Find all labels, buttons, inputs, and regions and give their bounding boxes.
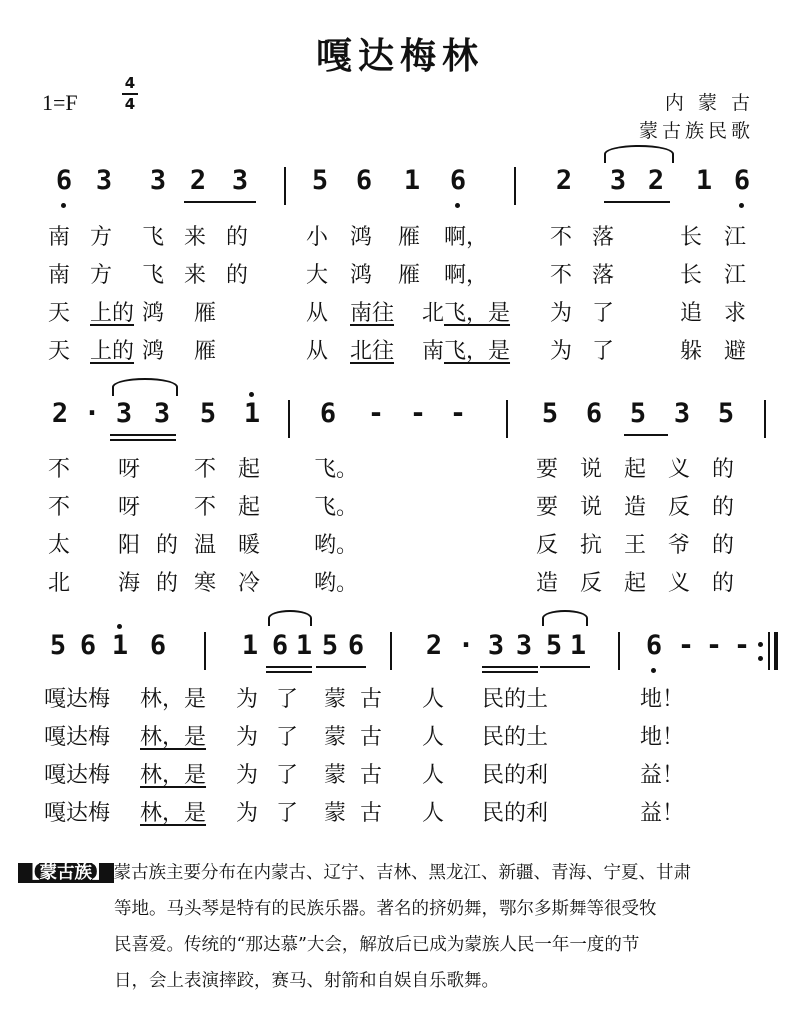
lyric-char: 要	[536, 495, 559, 520]
repeat-dot	[758, 656, 763, 661]
note: 5	[545, 630, 563, 661]
slur	[112, 378, 178, 396]
note: 1	[111, 630, 129, 661]
note: 3	[115, 398, 133, 429]
lyric-char: 鸿	[142, 339, 165, 364]
lyric-char: 造	[536, 571, 559, 596]
lyric-char: 落	[592, 225, 615, 250]
lyric-char: 古	[360, 801, 383, 826]
origin-region: 内 蒙 古	[664, 92, 754, 114]
lyric-char: 义	[668, 457, 691, 482]
lyric-char: 的	[712, 495, 735, 520]
lyric-char: 的	[712, 571, 735, 596]
song-title: 嘎达梅林	[315, 36, 484, 77]
high-octave-dot	[117, 624, 122, 629]
lyric-char: 林，是	[140, 763, 207, 788]
lyric-char: 南	[48, 225, 71, 250]
lyric-char: 海	[118, 571, 141, 596]
note: -	[449, 398, 467, 429]
note: 6	[79, 630, 97, 661]
lyric-char: 啊，	[444, 225, 489, 250]
lyric-char: 古	[360, 763, 383, 788]
note: 1	[403, 165, 421, 196]
note: 2	[189, 165, 207, 196]
note: 3	[673, 398, 691, 429]
lyric-char: 蒙	[324, 763, 347, 788]
note-text: 蒙古族主要分布在内蒙古、辽宁、吉林、黑龙江、新疆、青海、宁夏、甘肃	[113, 863, 691, 883]
barline	[288, 400, 290, 438]
staff-system-1	[44, 165, 774, 217]
lyric-char: 了	[592, 301, 615, 326]
lyric-char: 北往	[350, 339, 395, 364]
lyric-char: 人	[422, 801, 445, 826]
lyric-char: 林，是	[140, 725, 207, 750]
lyric-char: 嘎达梅	[44, 687, 111, 712]
note: 3	[487, 630, 505, 661]
eighth-beam	[110, 434, 176, 436]
lyric-char: 嘎达梅	[44, 763, 111, 788]
lyric-char: 的	[712, 533, 735, 558]
lyric-char: 鸿	[142, 301, 165, 326]
note: 2	[555, 165, 573, 196]
lyric-char: 雁	[194, 301, 217, 326]
lyric-char: 寒	[194, 571, 217, 596]
lyric-char: 为	[550, 339, 573, 364]
low-octave-dot	[651, 668, 656, 673]
lyric-char: 的	[226, 263, 249, 288]
lyric-char: 反	[536, 533, 559, 558]
lyric-char: 上的	[90, 339, 135, 364]
lyric-char: 飞。	[314, 457, 359, 482]
ethnic-group-note	[18, 855, 778, 999]
staff-system-3	[44, 630, 774, 682]
note: 6	[585, 398, 603, 429]
lyric-char: 呀	[118, 457, 141, 482]
lyric-char: 的	[156, 533, 179, 558]
note-line-3: 民喜爱。传统的“那达慕”大会，解放后已成为蒙族人民一年一度的节	[114, 935, 640, 955]
lyric-char: 太	[48, 533, 71, 558]
note: 6	[319, 398, 337, 429]
note: 1	[243, 398, 261, 429]
note: -	[367, 398, 385, 429]
sixteenth-beam	[482, 671, 538, 673]
lyric-char: 不	[194, 495, 217, 520]
lyric-char: 温	[194, 533, 217, 558]
lyric-char: 古	[360, 687, 383, 712]
note: 6	[733, 165, 751, 196]
lyric-char: 说	[580, 457, 603, 482]
lyric-char: 造	[624, 495, 647, 520]
lyric-char: 追	[680, 301, 703, 326]
lyric-char: 哟。	[314, 533, 359, 558]
lyric-char: 要	[536, 457, 559, 482]
note: -	[733, 630, 751, 661]
lyric-char: 天	[48, 339, 71, 364]
barline	[506, 400, 508, 438]
note: 5	[541, 398, 559, 429]
lyric-char: 了	[276, 801, 299, 826]
lyric-char: 益！	[640, 763, 685, 788]
lyric-char: 蒙	[324, 687, 347, 712]
lyric-char: 飞。	[314, 495, 359, 520]
note-line-4: 日，会上表演摔跤，赛马、射箭和自娱自乐歌舞。	[114, 971, 499, 991]
lyrics-system-3	[44, 682, 774, 832]
eighth-beam	[184, 201, 256, 203]
lyric-char: 避	[724, 339, 747, 364]
note-line-2: 等地。马头琴是特有的民族乐器。著名的挤奶舞，鄂尔多斯舞等很受牧	[114, 899, 657, 919]
note: 5	[199, 398, 217, 429]
slur	[542, 610, 588, 626]
lyric-char: 林，是	[140, 801, 207, 826]
lyric-char: 江	[724, 225, 747, 250]
lyric-char: 嘎达梅	[44, 725, 111, 750]
note: 3	[231, 165, 249, 196]
staff-system-2	[44, 398, 774, 450]
lyric-char: 从	[306, 301, 329, 326]
lyric-char: 飞，是	[444, 339, 511, 364]
note-tag: 【蒙古族】	[18, 863, 114, 883]
note: 5	[321, 630, 339, 661]
repeat-dot	[758, 642, 763, 647]
lyric-char: 民的土	[482, 725, 549, 750]
lyric-char: 南	[48, 263, 71, 288]
lyric-char: 不	[194, 457, 217, 482]
note: 1	[569, 630, 587, 661]
lyric-char: 反	[580, 571, 603, 596]
note: 3	[149, 165, 167, 196]
lyric-char: 为	[236, 763, 259, 788]
lyric-char: 人	[422, 763, 445, 788]
note: -	[705, 630, 723, 661]
lyric-char: 南往	[350, 301, 395, 326]
lyric-char: 义	[668, 571, 691, 596]
lyric-char: 起	[624, 571, 647, 596]
lyric-char: 小	[306, 225, 329, 250]
lyric-char: 不	[48, 457, 71, 482]
low-octave-dot	[455, 203, 460, 208]
lyric-char: 古	[360, 725, 383, 750]
barline	[514, 167, 516, 205]
note: 2	[647, 165, 665, 196]
note: 3	[609, 165, 627, 196]
lyric-char: 方	[90, 263, 113, 288]
final-barline-thin	[768, 632, 770, 670]
lyric-char: 为	[236, 725, 259, 750]
note: 5	[311, 165, 329, 196]
sixteenth-beam	[266, 671, 312, 673]
lyric-char: 嘎达梅	[44, 801, 111, 826]
barline	[204, 632, 206, 670]
note: 2	[425, 630, 443, 661]
lyric-char: 哟。	[314, 571, 359, 596]
lyric-char: 了	[276, 725, 299, 750]
lyric-char: 来	[184, 263, 207, 288]
eighth-beam	[540, 666, 590, 668]
lyric-char: 飞	[142, 225, 165, 250]
note: 6	[149, 630, 167, 661]
lyric-char: 啊，	[444, 263, 489, 288]
lyric-char: 呀	[118, 495, 141, 520]
note: ·	[457, 630, 475, 661]
lyric-char: 上的	[90, 301, 135, 326]
lyric-char: 为	[550, 301, 573, 326]
lyric-char: 鸿	[350, 263, 373, 288]
lyric-char: 益！	[640, 801, 685, 826]
lyric-char: 方	[90, 225, 113, 250]
lyric-char: 飞	[142, 263, 165, 288]
lyric-char: 民的利	[482, 763, 549, 788]
eighth-beam	[604, 201, 670, 203]
eighth-beam	[624, 434, 668, 436]
lyric-char: 民的土	[482, 687, 549, 712]
note: 3	[515, 630, 533, 661]
lyric-char: 起	[238, 495, 261, 520]
lyric-char: 不	[550, 225, 573, 250]
lyric-char: 长	[680, 225, 703, 250]
note: 3	[95, 165, 113, 196]
note: 1	[241, 630, 259, 661]
lyric-char: 林，是	[140, 687, 207, 712]
lyric-char: 南	[422, 339, 445, 364]
note: 5	[629, 398, 647, 429]
note: 2	[51, 398, 69, 429]
lyric-char: 的	[226, 225, 249, 250]
lyrics-system-2	[44, 452, 774, 602]
time-signature-top: 4	[124, 74, 136, 92]
lyric-char: 不	[48, 495, 71, 520]
lyric-char: 蒙	[324, 801, 347, 826]
lyric-char: 起	[624, 457, 647, 482]
note: 5	[717, 398, 735, 429]
lyric-char: 蒙	[324, 725, 347, 750]
lyric-char: 爷	[668, 533, 691, 558]
lyric-char: 为	[236, 687, 259, 712]
lyric-char: 天	[48, 301, 71, 326]
lyric-char: 地！	[640, 725, 685, 750]
lyrics-system-1	[44, 220, 774, 370]
lyric-char: 人	[422, 725, 445, 750]
lyric-char: 雁	[194, 339, 217, 364]
note: 5	[49, 630, 67, 661]
note: 3	[153, 398, 171, 429]
lyric-char: 雁	[398, 225, 421, 250]
lyric-char: 地！	[640, 687, 685, 712]
time-signature-bottom: 4	[124, 95, 136, 113]
eighth-beam	[316, 666, 366, 668]
note: 6	[55, 165, 73, 196]
sixteenth-beam	[110, 439, 176, 441]
note: 1	[295, 630, 313, 661]
slur	[604, 145, 674, 163]
lyric-char: 反	[668, 495, 691, 520]
lyric-char: 为	[236, 801, 259, 826]
lyric-char: 北	[48, 571, 71, 596]
lyric-char: 人	[422, 687, 445, 712]
lyric-char: 大	[306, 263, 329, 288]
note: 1	[695, 165, 713, 196]
lyric-char: 了	[276, 687, 299, 712]
lyric-char: 落	[592, 263, 615, 288]
lyric-char: 暖	[238, 533, 261, 558]
lyric-char: 民的利	[482, 801, 549, 826]
eighth-beam	[482, 666, 538, 668]
note-line-1	[18, 855, 778, 891]
note: 6	[355, 165, 373, 196]
note: 6	[271, 630, 289, 661]
lyric-char: 躲	[680, 339, 703, 364]
lyric-char: 的	[712, 457, 735, 482]
lyric-char: 鸿	[350, 225, 373, 250]
note: -	[409, 398, 427, 429]
lyric-char: 王	[624, 533, 647, 558]
lyric-char: 从	[306, 339, 329, 364]
barline	[284, 167, 286, 205]
time-signature	[122, 76, 138, 112]
eighth-beam	[266, 666, 312, 668]
lyric-char: 长	[680, 263, 703, 288]
barline	[764, 400, 766, 438]
high-octave-dot	[249, 392, 254, 397]
lyric-char: 阳	[118, 533, 141, 558]
low-octave-dot	[61, 203, 66, 208]
barline	[390, 632, 392, 670]
lyric-char: 的	[156, 571, 179, 596]
slur	[268, 610, 312, 626]
note: 6	[449, 165, 467, 196]
note: ·	[83, 398, 101, 429]
lyric-char: 飞，是	[444, 301, 511, 326]
lyric-char: 起	[238, 457, 261, 482]
lyric-char: 说	[580, 495, 603, 520]
lyric-char: 冷	[238, 571, 261, 596]
origin-genre: 蒙古族民歌	[638, 120, 754, 142]
lyric-char: 江	[724, 263, 747, 288]
lyric-char: 不	[550, 263, 573, 288]
note: -	[677, 630, 695, 661]
lyric-char: 了	[276, 763, 299, 788]
final-barline-thick	[774, 632, 778, 670]
note: 6	[347, 630, 365, 661]
lyric-char: 雁	[398, 263, 421, 288]
low-octave-dot	[739, 203, 744, 208]
lyric-char: 抗	[580, 533, 603, 558]
lyric-char: 北	[422, 301, 445, 326]
key-signature: 1=F	[42, 90, 78, 115]
lyric-char: 求	[724, 301, 747, 326]
barline	[618, 632, 620, 670]
lyric-char: 来	[184, 225, 207, 250]
note: 6	[645, 630, 663, 661]
lyric-char: 了	[592, 339, 615, 364]
